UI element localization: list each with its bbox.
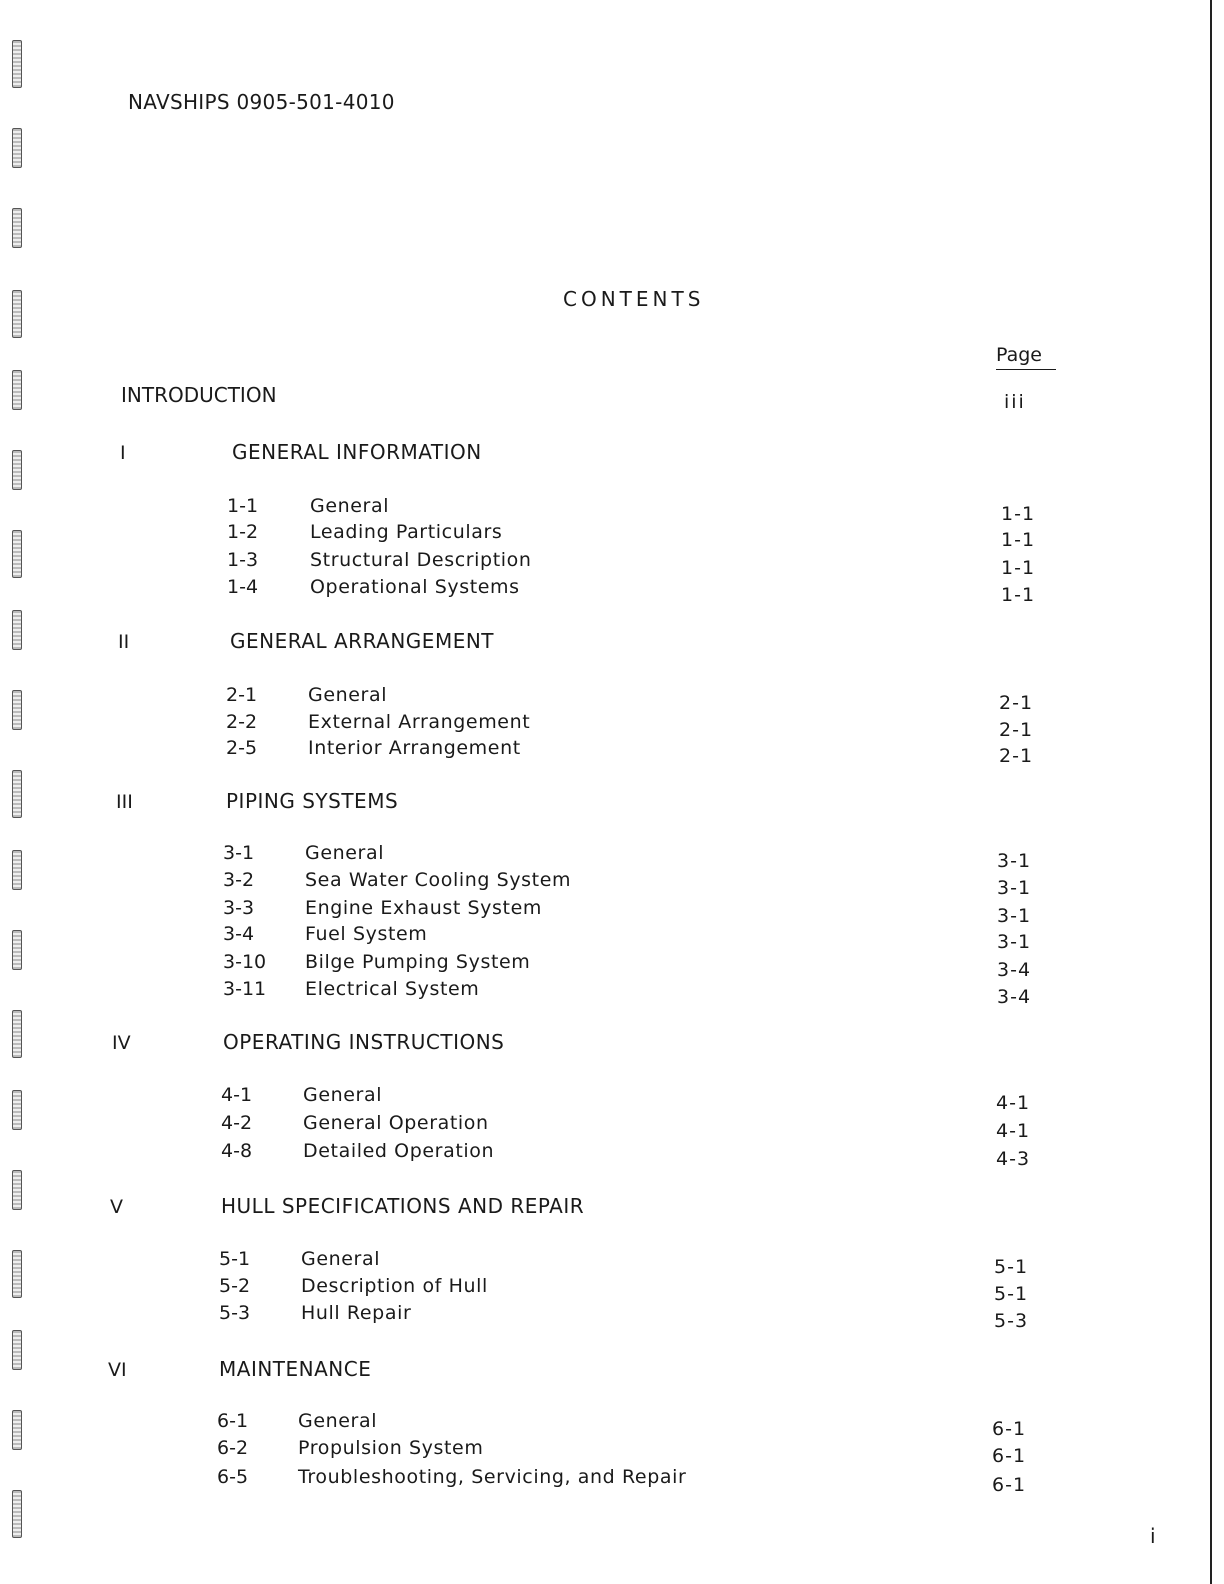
toc-entry-link[interactable]: External Arrangement (308, 711, 531, 733)
section-numeral: IV (112, 1032, 131, 1054)
item-number: 2-1 (226, 684, 258, 706)
page-column-header: Page (996, 344, 1056, 370)
page-edge-line (1210, 0, 1212, 1584)
item-page: 1-1 (1001, 584, 1036, 606)
item-number: 3-1 (223, 842, 255, 864)
item-number: 5-2 (219, 1275, 251, 1297)
item-page: 1-1 (1001, 557, 1036, 579)
binding-hole-mark (12, 530, 22, 578)
binding-hole-mark (12, 850, 22, 890)
toc-introduction-link[interactable]: INTRODUCTION (121, 383, 277, 407)
toc-entry-link[interactable]: Fuel System (305, 923, 428, 945)
binding-hole-mark (12, 208, 22, 248)
item-page: 3-1 (997, 905, 1032, 927)
item-number: 3-4 (223, 923, 255, 945)
binding-hole-mark (12, 610, 22, 650)
item-page: 5-3 (994, 1310, 1029, 1332)
toc-entry-link[interactable]: Interior Arrangement (308, 737, 521, 759)
section-title[interactable]: MAINTENANCE (219, 1357, 372, 1381)
item-number: 1-2 (227, 521, 259, 543)
item-number: 6-2 (217, 1437, 249, 1459)
item-page: 6-1 (992, 1445, 1027, 1467)
toc-entry-link[interactable]: General (310, 495, 390, 517)
toc-entry-link[interactable]: Hull Repair (301, 1302, 412, 1324)
item-number: 3-11 (223, 978, 267, 1000)
item-page: 6-1 (992, 1474, 1027, 1496)
item-page: 2-1 (999, 719, 1034, 741)
item-number: 3-2 (223, 869, 255, 891)
item-page: 2-1 (999, 692, 1034, 714)
section-numeral: I (120, 442, 126, 464)
item-page: 3-4 (997, 959, 1032, 981)
binding-hole-mark (12, 40, 22, 88)
item-number: 4-8 (221, 1140, 253, 1162)
toc-entry-link[interactable]: Troubleshooting, Servicing, and Repair (298, 1466, 687, 1488)
binding-hole-mark (12, 1010, 22, 1058)
item-number: 5-3 (219, 1302, 251, 1324)
toc-entry-link[interactable]: General (305, 842, 385, 864)
section-title[interactable]: OPERATING INSTRUCTIONS (223, 1030, 505, 1054)
section-numeral: V (110, 1196, 123, 1218)
binding-hole-mark (12, 1410, 22, 1450)
binding-hole-mark (12, 1250, 22, 1298)
item-number: 3-10 (223, 951, 267, 973)
binding-hole-mark (12, 370, 22, 410)
binding-hole-mark (12, 770, 22, 818)
binding-hole-mark (12, 1170, 22, 1210)
item-number: 6-1 (217, 1410, 249, 1432)
binding-hole-mark (12, 1330, 22, 1370)
section-numeral: VI (108, 1359, 127, 1381)
item-number: 6-5 (217, 1466, 249, 1488)
toc-entry-link[interactable]: Engine Exhaust System (305, 897, 542, 919)
toc-introduction-page: iii (1004, 391, 1026, 413)
section-title[interactable]: GENERAL ARRANGEMENT (230, 629, 495, 653)
section-numeral: III (116, 791, 133, 813)
binding-hole-mark (12, 1090, 22, 1130)
item-page: 3-1 (997, 931, 1032, 953)
item-page: 3-1 (997, 877, 1032, 899)
toc-entry-link[interactable]: Operational Systems (310, 576, 520, 598)
item-number: 5-1 (219, 1248, 251, 1270)
toc-entry-link[interactable]: General Operation (303, 1112, 489, 1134)
toc-entry-link[interactable]: Electrical System (305, 978, 480, 1000)
toc-entry-link[interactable]: Description of Hull (301, 1275, 488, 1297)
item-page: 2-1 (999, 745, 1034, 767)
item-number: 1-3 (227, 549, 259, 571)
item-number: 2-5 (226, 737, 258, 759)
toc-entry-link[interactable]: General (301, 1248, 381, 1270)
toc-entry-link[interactable]: Leading Particulars (310, 521, 503, 543)
binding-hole-mark (12, 930, 22, 970)
document-header: NAVSHIPS 0905-501-4010 (128, 90, 395, 114)
toc-entry-link[interactable]: Sea Water Cooling System (305, 869, 572, 891)
item-page: 4-3 (996, 1148, 1031, 1170)
page-number: i (1150, 1524, 1156, 1548)
item-page: 5-1 (994, 1283, 1029, 1305)
contents-title: CONTENTS (563, 287, 705, 311)
section-title[interactable]: HULL SPECIFICATIONS AND REPAIR (221, 1194, 585, 1218)
item-page: 3-1 (997, 850, 1032, 872)
item-number: 3-3 (223, 897, 255, 919)
toc-entry-link[interactable]: Structural Description (310, 549, 532, 571)
binding-holes (0, 0, 34, 1584)
toc-entry-link[interactable]: General (298, 1410, 378, 1432)
binding-hole-mark (12, 450, 22, 490)
toc-entry-link[interactable]: General (303, 1084, 383, 1106)
item-number: 2-2 (226, 711, 258, 733)
item-page: 6-1 (992, 1418, 1027, 1440)
item-page: 4-1 (996, 1120, 1031, 1142)
toc-entry-link[interactable]: Detailed Operation (303, 1140, 495, 1162)
item-number: 4-2 (221, 1112, 253, 1134)
binding-hole-mark (12, 128, 22, 168)
toc-entry-link[interactable]: Propulsion System (298, 1437, 484, 1459)
binding-hole-mark (12, 690, 22, 730)
item-page: 4-1 (996, 1092, 1031, 1114)
binding-hole-mark (12, 290, 22, 338)
item-page: 1-1 (1001, 529, 1036, 551)
toc-entry-link[interactable]: Bilge Pumping System (305, 951, 531, 973)
item-page: 5-1 (994, 1256, 1029, 1278)
item-number: 1-1 (227, 495, 259, 517)
section-title[interactable]: PIPING SYSTEMS (226, 789, 399, 813)
section-title[interactable]: GENERAL INFORMATION (232, 440, 482, 464)
toc-entry-link[interactable]: General (308, 684, 388, 706)
item-number: 1-4 (227, 576, 259, 598)
binding-hole-mark (12, 1490, 22, 1538)
section-numeral: II (118, 631, 130, 653)
item-number: 4-1 (221, 1084, 253, 1106)
item-page: 1-1 (1001, 503, 1036, 525)
item-page: 3-4 (997, 986, 1032, 1008)
